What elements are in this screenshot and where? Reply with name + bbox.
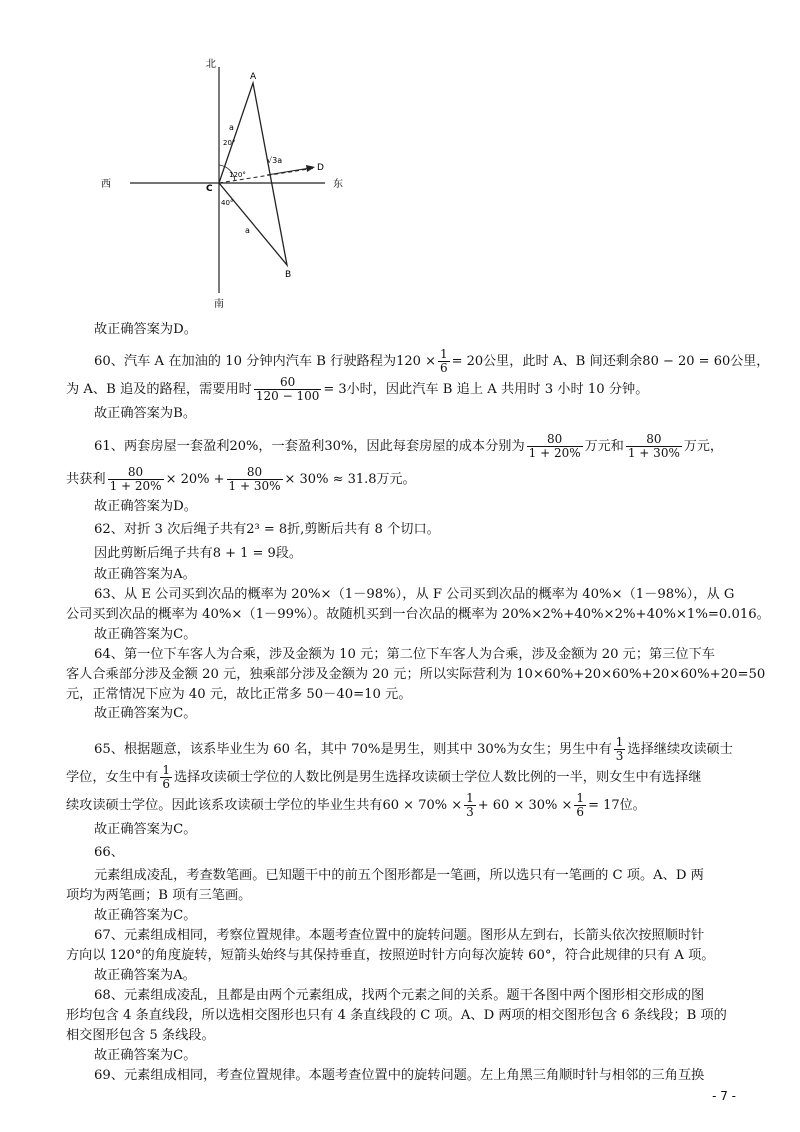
label-side-root3a: √3a — [267, 156, 283, 165]
q62-line2: 因此剪断后绳子共有8 + 1 = 9段。 — [94, 546, 303, 561]
answer-61: 故正确答案为D。 — [94, 499, 197, 514]
label-west: 西 — [101, 179, 111, 190]
label-angle-120: 120° — [229, 171, 246, 179]
q67-line1: 67、元素组成相同，考察位置规律。本题考查位置中的旋转问题。图形从左到右，长箭头依次按照顺时针 — [94, 928, 705, 943]
label-angle-40: 40° — [221, 199, 234, 207]
q62-line1: 62、对折 3 次后绳子共有2³ = 8折,剪断后共有 8 个切口。 — [94, 522, 440, 537]
q65-line3: 续攻读硕士学位。因此该系攻读硕士学位的毕业生共有60 × 70% × $\frac{1}{3}$ + 60 × 30% × $\frac{1}{6}$ = 17位。 — [66, 791, 646, 819]
arrow-head-icon — [306, 165, 315, 172]
answer-63: 故正确答案为C。 — [94, 627, 197, 642]
label-angle-20: 20° — [223, 139, 236, 147]
direction-diagram — [95, 55, 355, 315]
label-south: 南 — [214, 299, 224, 310]
q68-line2: 形均包含 4 条直线段，所以选相交图形也只有 4 条直线段的 C 项。A、D 两项的相交图形包含 6 条线段；B 项的 — [66, 1008, 727, 1023]
label-point-c: C — [206, 184, 213, 194]
page-number: - 7 - — [712, 1089, 736, 1103]
q65-line2: 学位，女生中有 $\frac{1}{6}$ 选择攻读硕士学位的人数比例是男生选择攻读硕士学位人数比例的一半，则女生中有选择继 — [66, 763, 702, 791]
answer-66: 故正确答案为C。 — [94, 908, 197, 923]
q63-line1: 63、从 E 公司买到次品的概率为 20%×（1－98%），从 F 公司买到次品的概率为 40%×（1－98%），从 G — [94, 587, 735, 602]
label-side-a-bottom: a — [245, 226, 250, 235]
answer-68: 故正确答案为C。 — [94, 1048, 197, 1063]
answer-64: 故正确答案为C。 — [94, 706, 197, 721]
q64-line1: 64、第一位下车客人为合乘，涉及金额为 10 元；第二位下车客人为合乘，涉及金额为 20 元；第三位下车 — [94, 647, 715, 662]
q64-line3: 元，正常情况下应为 40 元，故比正常多 50－40=10 元。 — [66, 687, 412, 702]
q66-line1: 元素组成凌乱，考查数笔画。已知题干中的前五个图形都是一笔画，所以选只有一笔画的 C 项。A、D 两 — [94, 868, 704, 883]
label-side-a-top: a — [229, 123, 234, 132]
q68-line3: 相交图形包含 5 条线段。 — [66, 1028, 215, 1043]
q68-line1: 68、元素组成凌乱，且都是由两个元素组成，找两个元素之间的关系。题干各图中两个图形相交形成的图 — [94, 988, 705, 1003]
label-north: 北 — [206, 59, 216, 70]
arrow-to-d — [267, 168, 310, 175]
q61-line2: 共获利 $\frac{80}{1 + 20\%}$ × 20% + $\frac{80}{1 + 30\%}$ × 30% ≈ 31.8万元。 — [66, 465, 416, 493]
answer-62: 故正确答案为A。 — [94, 567, 196, 582]
answer-65: 故正确答案为C。 — [94, 822, 197, 837]
label-point-d: D — [317, 163, 324, 173]
q63-line2: 公司买到次品的概率为 40%×（1－99%）。故随机买到一台次品的概率为 20%×2%+40%×2%+40%×1%=0.016。 — [66, 607, 770, 622]
q66-number: 66、 — [94, 845, 124, 860]
q66-line2: 项均为两笔画；B 项有三笔画。 — [66, 888, 252, 903]
label-east: 东 — [333, 179, 343, 190]
q65-line1: 65、根据题意，该系毕业生为 60 名，其中 70%是男生，则其中 30%为女生；男生中有 $\frac{1}{3}$ 选择继续攻读硕士 — [94, 735, 733, 763]
q60-line1: 60、汽车 A 在加油的 10 分钟内汽车 B 行驶路程为120 × $\frac{1}{6}$ = 20公里，此时 A、B 间还剩余80 − 20 = 60公里， — [94, 347, 770, 375]
answer-59: 故正确答案为D。 — [94, 322, 197, 337]
q60-line2: 为 A、B 追及的路程，需要用时 $\frac{60}{120 - 100}$ = 3小时，因此汽车 B 追上 A 共用时 3 小时 10 分钟。 — [66, 375, 649, 403]
q69-line1: 69、元素组成相同，考查位置规律。本题考查位置中的旋转问题。左上角黑三角顺时针与相邻的三角互换 — [94, 1068, 705, 1083]
answer-67: 故正确答案为A。 — [94, 968, 196, 983]
q67-line2: 方向以 120°的角度旋转，短箭头始终与其保持垂直，按照逆时针方向每次旋转 60°，符合此规律的只有 A 项。 — [66, 948, 715, 963]
label-point-a: A — [250, 72, 257, 82]
q61-line1: 61、两套房屋一套盈利20%，一套盈利30%，因此每套房屋的成本分别为 $\frac{80}{1 + 20\%}$ 万元和 $\frac{80}{1 + 30\%}$ 万元， — [94, 432, 724, 460]
label-point-b: B — [285, 270, 292, 280]
answer-60: 故正确答案为B。 — [94, 406, 197, 421]
q64-line2: 客人合乘部分涉及金额 20 元，独乘部分涉及金额为 20 元；所以实际营利为 10×60%+20×60%+20×60%+20=50 — [66, 667, 766, 682]
